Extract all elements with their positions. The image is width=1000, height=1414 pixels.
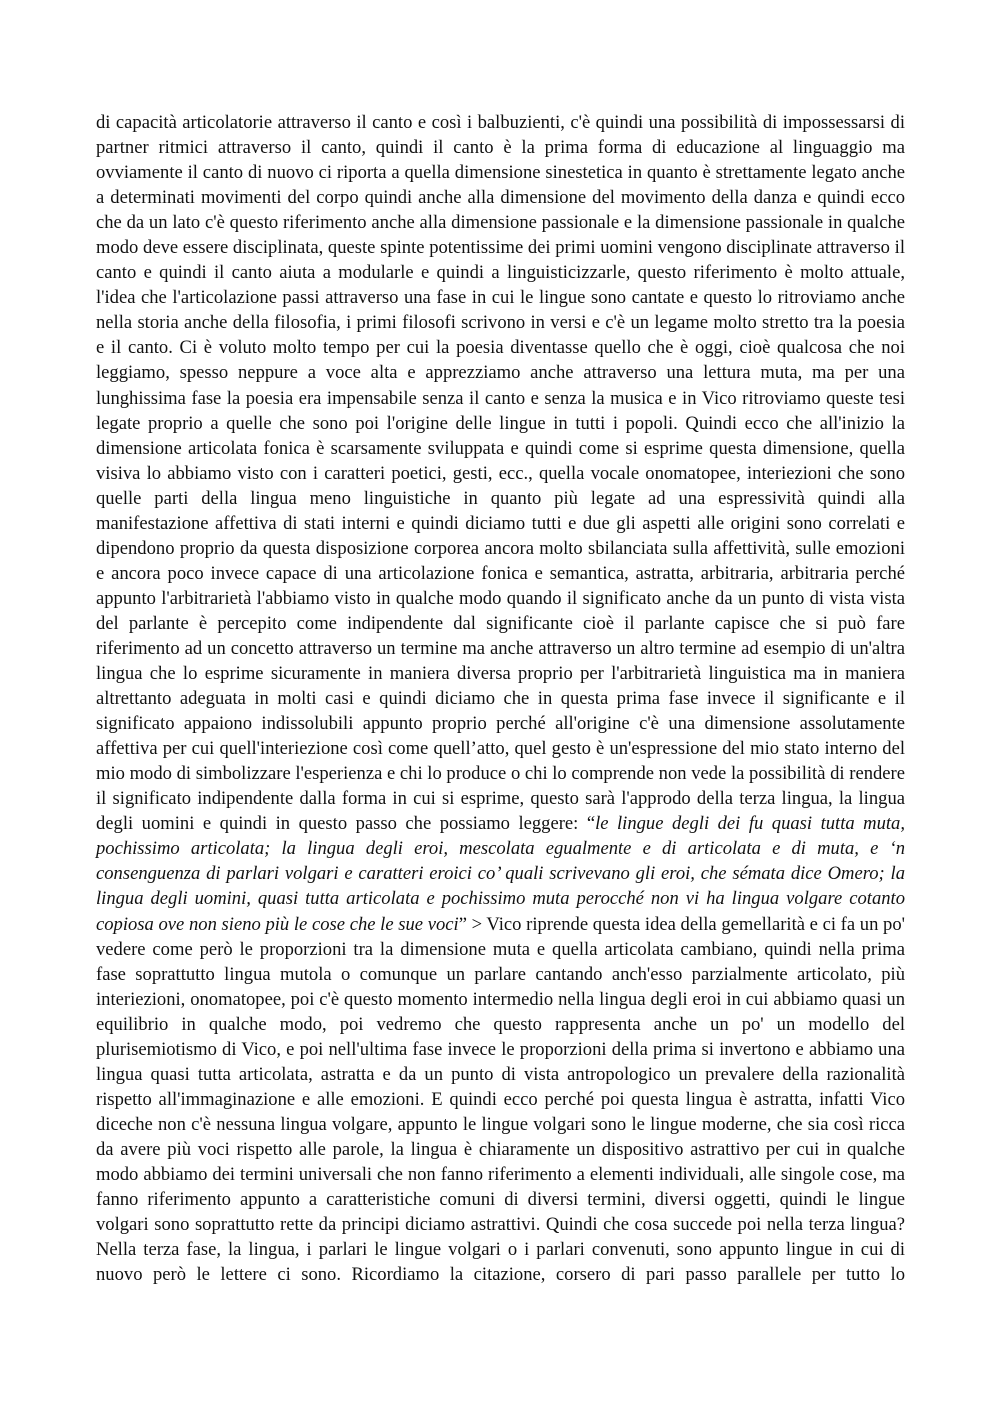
text-segment: ” > Vico riprende questa idea della gemellarità e ci fa un po' vedere come però le proporzioni tra la dimensione muta e quella articolata cambiano, quindi nella prima fase soprattutto lingua mutola o comunque un parlare cantando anch'esso parzialmente articolato, più interiezioni, onomatopee, poi c'è questo momento intermedio nella lingua degli eroi in cui abbiamo quasi un equilibrio in qualche modo, poi vedremo che questo rappresenta anche un po' un modello del plurisemiotismo di Vico, e poi nell'ultima fase invece le proporzioni della prima si invertono e abbiamo una lingua quasi tutta articolata, astratta e da un punto di vista antropologico un prevalere della razionalità rispetto all'immaginazione e alle emozioni. E quindi ecco perché poi questa lingua è astratta, infatti Vico diceche non c'è nessuna lingua volgare, appunto le lingue volgari sono le lingue moderne, che sia così ricca da avere più voci rispetto alle parole, la lingua è chiaramente un dispositivo astrattivo per cui in qualche modo abbiamo dei termini universali che non fanno riferimento a elementi individuali, alle singole cose, ma fanno riferimento appunto a caratteristiche comuni di diversi termini, diversi oggetti, quindi le lingue volgari sono soprattutto rette da principi diciamo astrattivi. Quindi che cosa succede poi nella terza lingua? Nella terza fase, la lingua, i parlari le lingue volgari o i parlari convenuti, sono appunto lingue in cui di nuovo però le lettere ci sono. Ricordiamo la citazione, corsero di pari passo parallele per tutto lo: [96, 913, 905, 1286]
quotation-italic: le lingue degli dei fu quasi tutta muta, pochissimo articolata; la lingua degli eroi, mescolata egualmente e di articolata e di muta, e ‘n consenguenza di parlari volgari e caratteri eroici co’ quali scrivevano gli eroi, che sémata dice Omero; la lingua degli uomini, quasi tutta articolata e pochissimo muta perocché non vi ha lingua volgare cotanto copiosa ove non sieno più le cose che le sue voci: [96, 813, 906, 935]
body-text: [96, 110, 905, 1287]
text-segment: di capacità articolatorie attraverso il canto e così i balbuzienti, c'è quindi una possibilità di impossessarsi di partner ritmici attraverso il canto, quindi il canto è la prima forma di educazione al linguaggio ma ovviamente il canto di nuovo ci riporta a quella dimensione sinestetica in quanto è strettamente legato anche a determinati movimenti del corpo quindi anche alla dimensione del movimento della danza e quindi ecco che da un lato c'è questo riferimento anche alla dimensione passionale e la dimensione passionale in qualche modo deve essere disciplinata, queste spinte potentissime dei primi uomini vengono disciplinate attraverso il canto e quindi il canto aiuta a modularle e quindi a linguisticizzarle, questo riferimento è molto attuale, l'idea che l'articolazione passi attraverso una fase in cui le lingue sono cantate e questo lo ritroviamo anche nella storia anche della filosofia, i primi filosofi scrivono in versi e c'è un legame molto stretto tra la poesia e il canto. Ci è voluto molto tempo per cui la poesia diventasse quello che è oggi, cioè qualcosa che noi leggiamo, spesso neppure a voce alta e apprezziamo anche attraverso una lettura muta, ma per una lunghissima fase la poesia era impensabile senza il canto e senza la musica e in Vico ritroviamo queste tesi legate proprio a quelle che sono poi l'origine delle lingue in tutti i popoli. Quindi ecco che all'inizio la dimensione articolata fonica è scarsamente sviluppata e quindi come si esprime questa dimensione, quella visiva lo abbiamo visto con i caratteri poetici, gesti, ecc., quella vocale onomatopee, interiezioni che sono quelle parti della lingua meno linguistiche in quanto più legate ad una espressività quindi alla manifestazione affettiva di stati interni e quindi diciamo tutti e due gli aspetti alle origini sono correlati e dipendono proprio da questa disposizione corporea ancora molto sbilanciata sulla affettività, sulle emozioni e ancora poco invece capace di una articolazione fonica e semantica, astratta, arbitraria, arbitraria perché appunto l'arbitrarietà l'abbiamo visto in qualche modo quando il significato anche da un punto di vista vista del parlante è percepito come indipendente dal significante cioè il parlante capisce che si può fare riferimento ad un concetto attraverso un termine ma anche attraverso un altro termine ad esempio di un'altra lingua che lo esprime sicuramente in maniera diversa proprio per l'arbitrarietà linguistica ma in maniera altrettanto adeguata in molti casi e quindi diciamo che in questa prima fase invece il significante e il significato appaiono indissolubili appunto proprio perché all'origine c'è una dimensione assolutamente affettiva per cui quell'interiezione così come quell’atto, quel gesto è un'espressione del mio stato interno del mio modo di simbolizzare l'esperienza e chi lo produce o chi lo comprende non vede la possibilità di rendere il significato indipendente dalla forma in cui si esprime, questo sarà l'approdo della terza lingua, la lingua degli uomini e quindi in questo passo che possiamo leggere: “: [96, 112, 905, 835]
paragraph: [96, 110, 905, 1287]
